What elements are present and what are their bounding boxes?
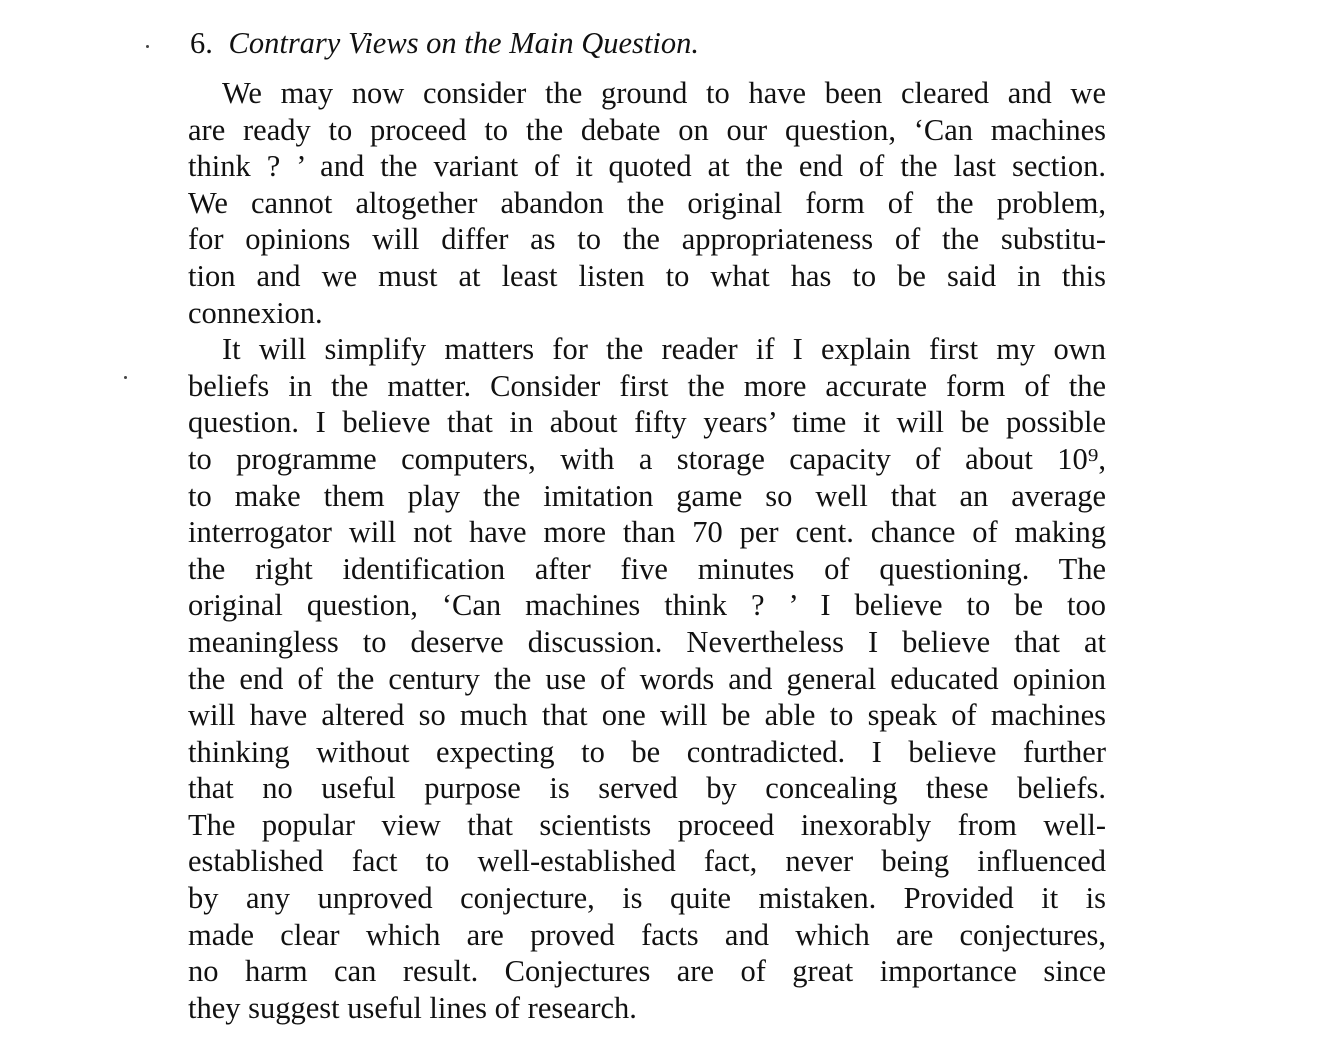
text-line: thinking without expecting to be contradicted. I believe further bbox=[188, 734, 1106, 769]
text-line: no harm can result. Conjectures are of great importance since bbox=[188, 954, 1106, 989]
paragraph-1 bbox=[188, 75, 1106, 331]
text-line: that no useful purpose is served by concealing these beliefs. bbox=[188, 771, 1106, 806]
text-line: the right identification after five minutes of questioning. The bbox=[188, 551, 1106, 586]
text-line: to programme computers, with a storage capacity of about 10⁹, bbox=[188, 441, 1106, 476]
text-line: The popular view that scientists proceed inexorably from well- bbox=[188, 807, 1106, 842]
text-line: the end of the century the use of words and general educated opinion bbox=[188, 661, 1106, 696]
text-line: original question, ‘Can machines think ? ’ I believe to be too bbox=[188, 588, 1106, 623]
text-line: to make them play the imitation game so well that an average bbox=[188, 478, 1106, 513]
text-line: connexion. bbox=[188, 295, 323, 330]
text-line: question. I believe that in about fifty years’ time it will be possible bbox=[188, 405, 1106, 440]
scan-speck bbox=[124, 376, 127, 379]
text-line: We may now consider the ground to have been cleared and we bbox=[222, 76, 1106, 110]
text-line: It will simplify matters for the reader if I explain first my own bbox=[222, 332, 1106, 367]
text-line: tion and we must at least listen to what has to be said in this bbox=[188, 258, 1106, 293]
text-line: will have altered so much that one will be able to speak of machines bbox=[188, 698, 1106, 733]
section-number: 6. bbox=[190, 26, 213, 60]
text-line: think ? ’ and the variant of it quoted at the end of the last section. bbox=[188, 149, 1106, 184]
text-line: by any unproved conjecture, is quite mistaken. Provided it is bbox=[188, 881, 1106, 916]
text-line: for opinions will differ as to the appropriateness of the substitu- bbox=[188, 222, 1106, 257]
text-line: interrogator will not have more than 70 per cent. chance of making bbox=[188, 515, 1106, 550]
paragraph-2 bbox=[188, 331, 1106, 1026]
section-title: Contrary Views on the Main Question. bbox=[228, 26, 699, 60]
text-line: We cannot altogether abandon the original form of the problem, bbox=[188, 185, 1106, 220]
text-line: established fact to well-established fact, never being influenced bbox=[188, 844, 1106, 879]
text-line: beliefs in the matter. Consider first the more accurate form of the bbox=[188, 368, 1106, 403]
body-text bbox=[188, 75, 1106, 1026]
text-line: they suggest useful lines of research. bbox=[188, 990, 637, 1025]
section-heading bbox=[190, 24, 699, 62]
text-line: meaningless to deserve discussion. Nevertheless I believe that at bbox=[188, 624, 1106, 659]
text-line: made clear which are proved facts and which are conjectures, bbox=[188, 917, 1106, 952]
text-line: are ready to proceed to the debate on our question, ‘Can machines bbox=[188, 112, 1106, 147]
scan-speck bbox=[146, 45, 149, 48]
